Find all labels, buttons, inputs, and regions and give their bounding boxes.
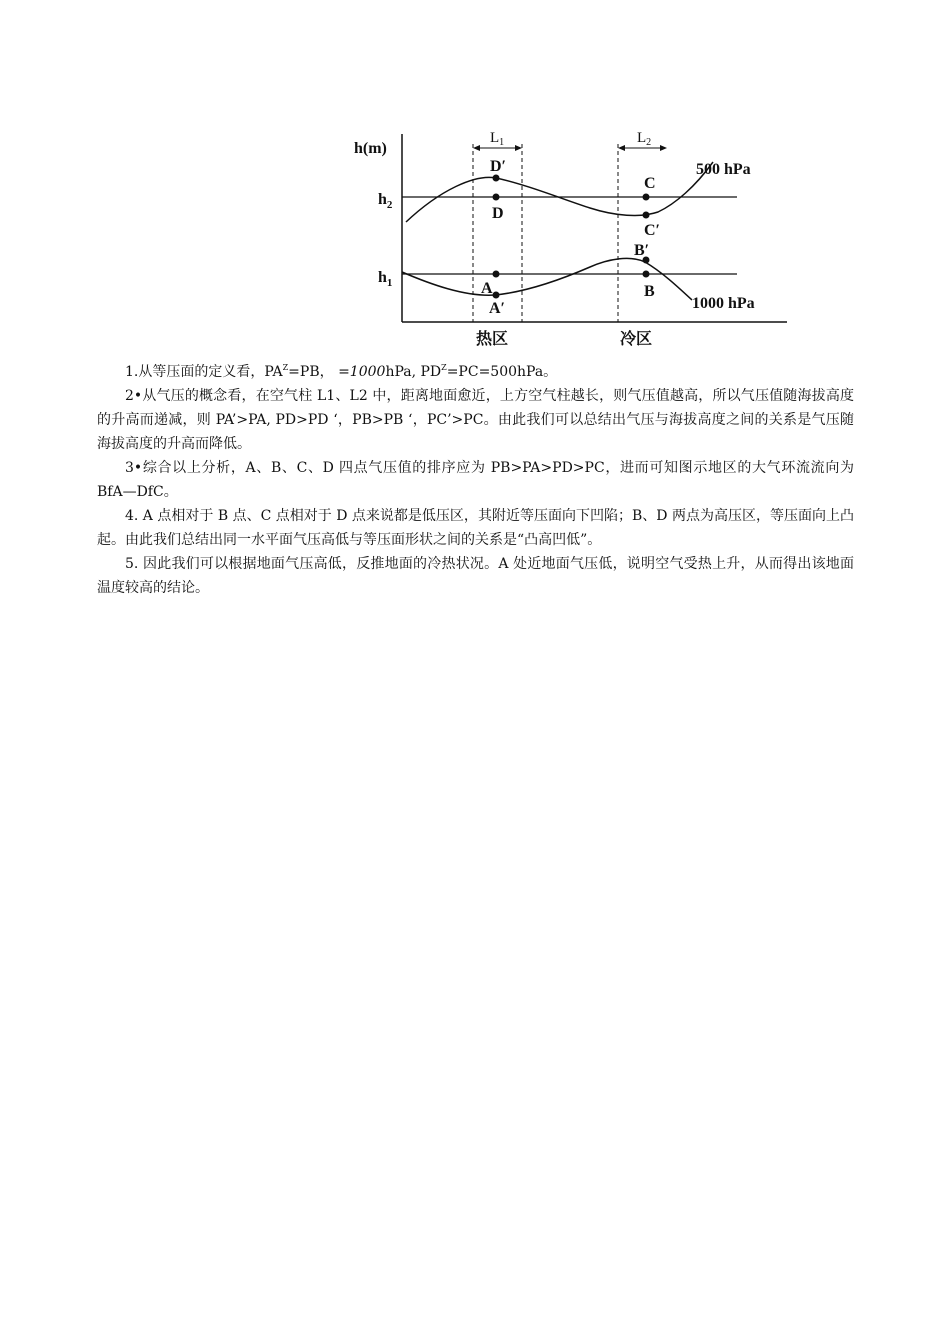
isobar-1000-label: 1000 hPa [692,295,755,312]
isobar-500-label: 500 hPa [696,161,751,178]
L2-arrowhead-left [618,145,625,151]
L2-arrowhead-right [660,145,667,151]
point-B [643,271,650,278]
point-A [493,271,500,278]
L1-label: $L_1$ [490,130,505,148]
label-B-prime: B′ [634,242,650,259]
h1-label: $h_1$ [378,269,393,289]
paragraph-3: 3•综合以上分析，A、B、C、D 四点气压值的排序应为 PB>PA>PD>PC，进而可知图示地区的大气环流流向为 BfA—DfC。 [97,460,854,500]
paragraph-2: 2•从气压的概念看，在空气柱 L1、L2 中，距离地面愈近，上方空气柱越长，则气压值越高，所以气压值随海拔高度的升高而递减，则 PA’>PA, PD>PD ‘，PB>PB ‘，PC’>PC。由此我们可以总结出气压与海拔高度之间的关系是气压随海拔高度的升高而降低。 [97,388,854,452]
zone-hot-label: 热区 [476,331,509,348]
L1-arrowhead-right [515,145,522,151]
zone-cold-label: 冷区 [620,331,653,348]
isobaric-surface-diagram [340,122,810,354]
point-D [493,194,500,201]
paragraph-1: 1.从等压面的定义看，$PA^Z=PB$， =1000hPa, $PD^Z=PC=500hPa$。 [125,363,558,380]
isobar-500-curve [406,162,713,222]
L2-label: $L_2$ [637,130,652,148]
y-axis-label: h(m) [354,140,387,157]
label-B: B [644,283,655,300]
explanation-text [97,360,854,600]
label-A-prime: A′ [489,300,506,317]
point-D-prime [493,175,500,182]
label-C-prime: C′ [644,222,661,239]
label-D: D [492,205,504,222]
point-A-prime [493,292,500,299]
label-A: A [481,280,493,297]
paragraph-4: 4. A 点相对于 B 点、C 点相对于 D 点来说都是低压区，其附近等压面向下凹陷；B、D 两点为高压区，等压面向上凸起。由此我们总结出同一水平面气压高低与等压面形状之间的关系是“凸高凹低”。 [97,508,854,548]
label-C: C [644,175,656,192]
point-C-prime [643,212,650,219]
point-C [643,194,650,201]
paragraph-5: 5. 因此我们可以根据地面气压高低，反推地面的冷热状况。A 处近地面气压低，说明空气受热上升，从而得出该地面温度较高的结论。 [97,556,854,596]
L1-arrowhead-left [473,145,480,151]
h2-label: $h_2$ [378,191,393,211]
label-D-prime: D′ [490,158,507,175]
